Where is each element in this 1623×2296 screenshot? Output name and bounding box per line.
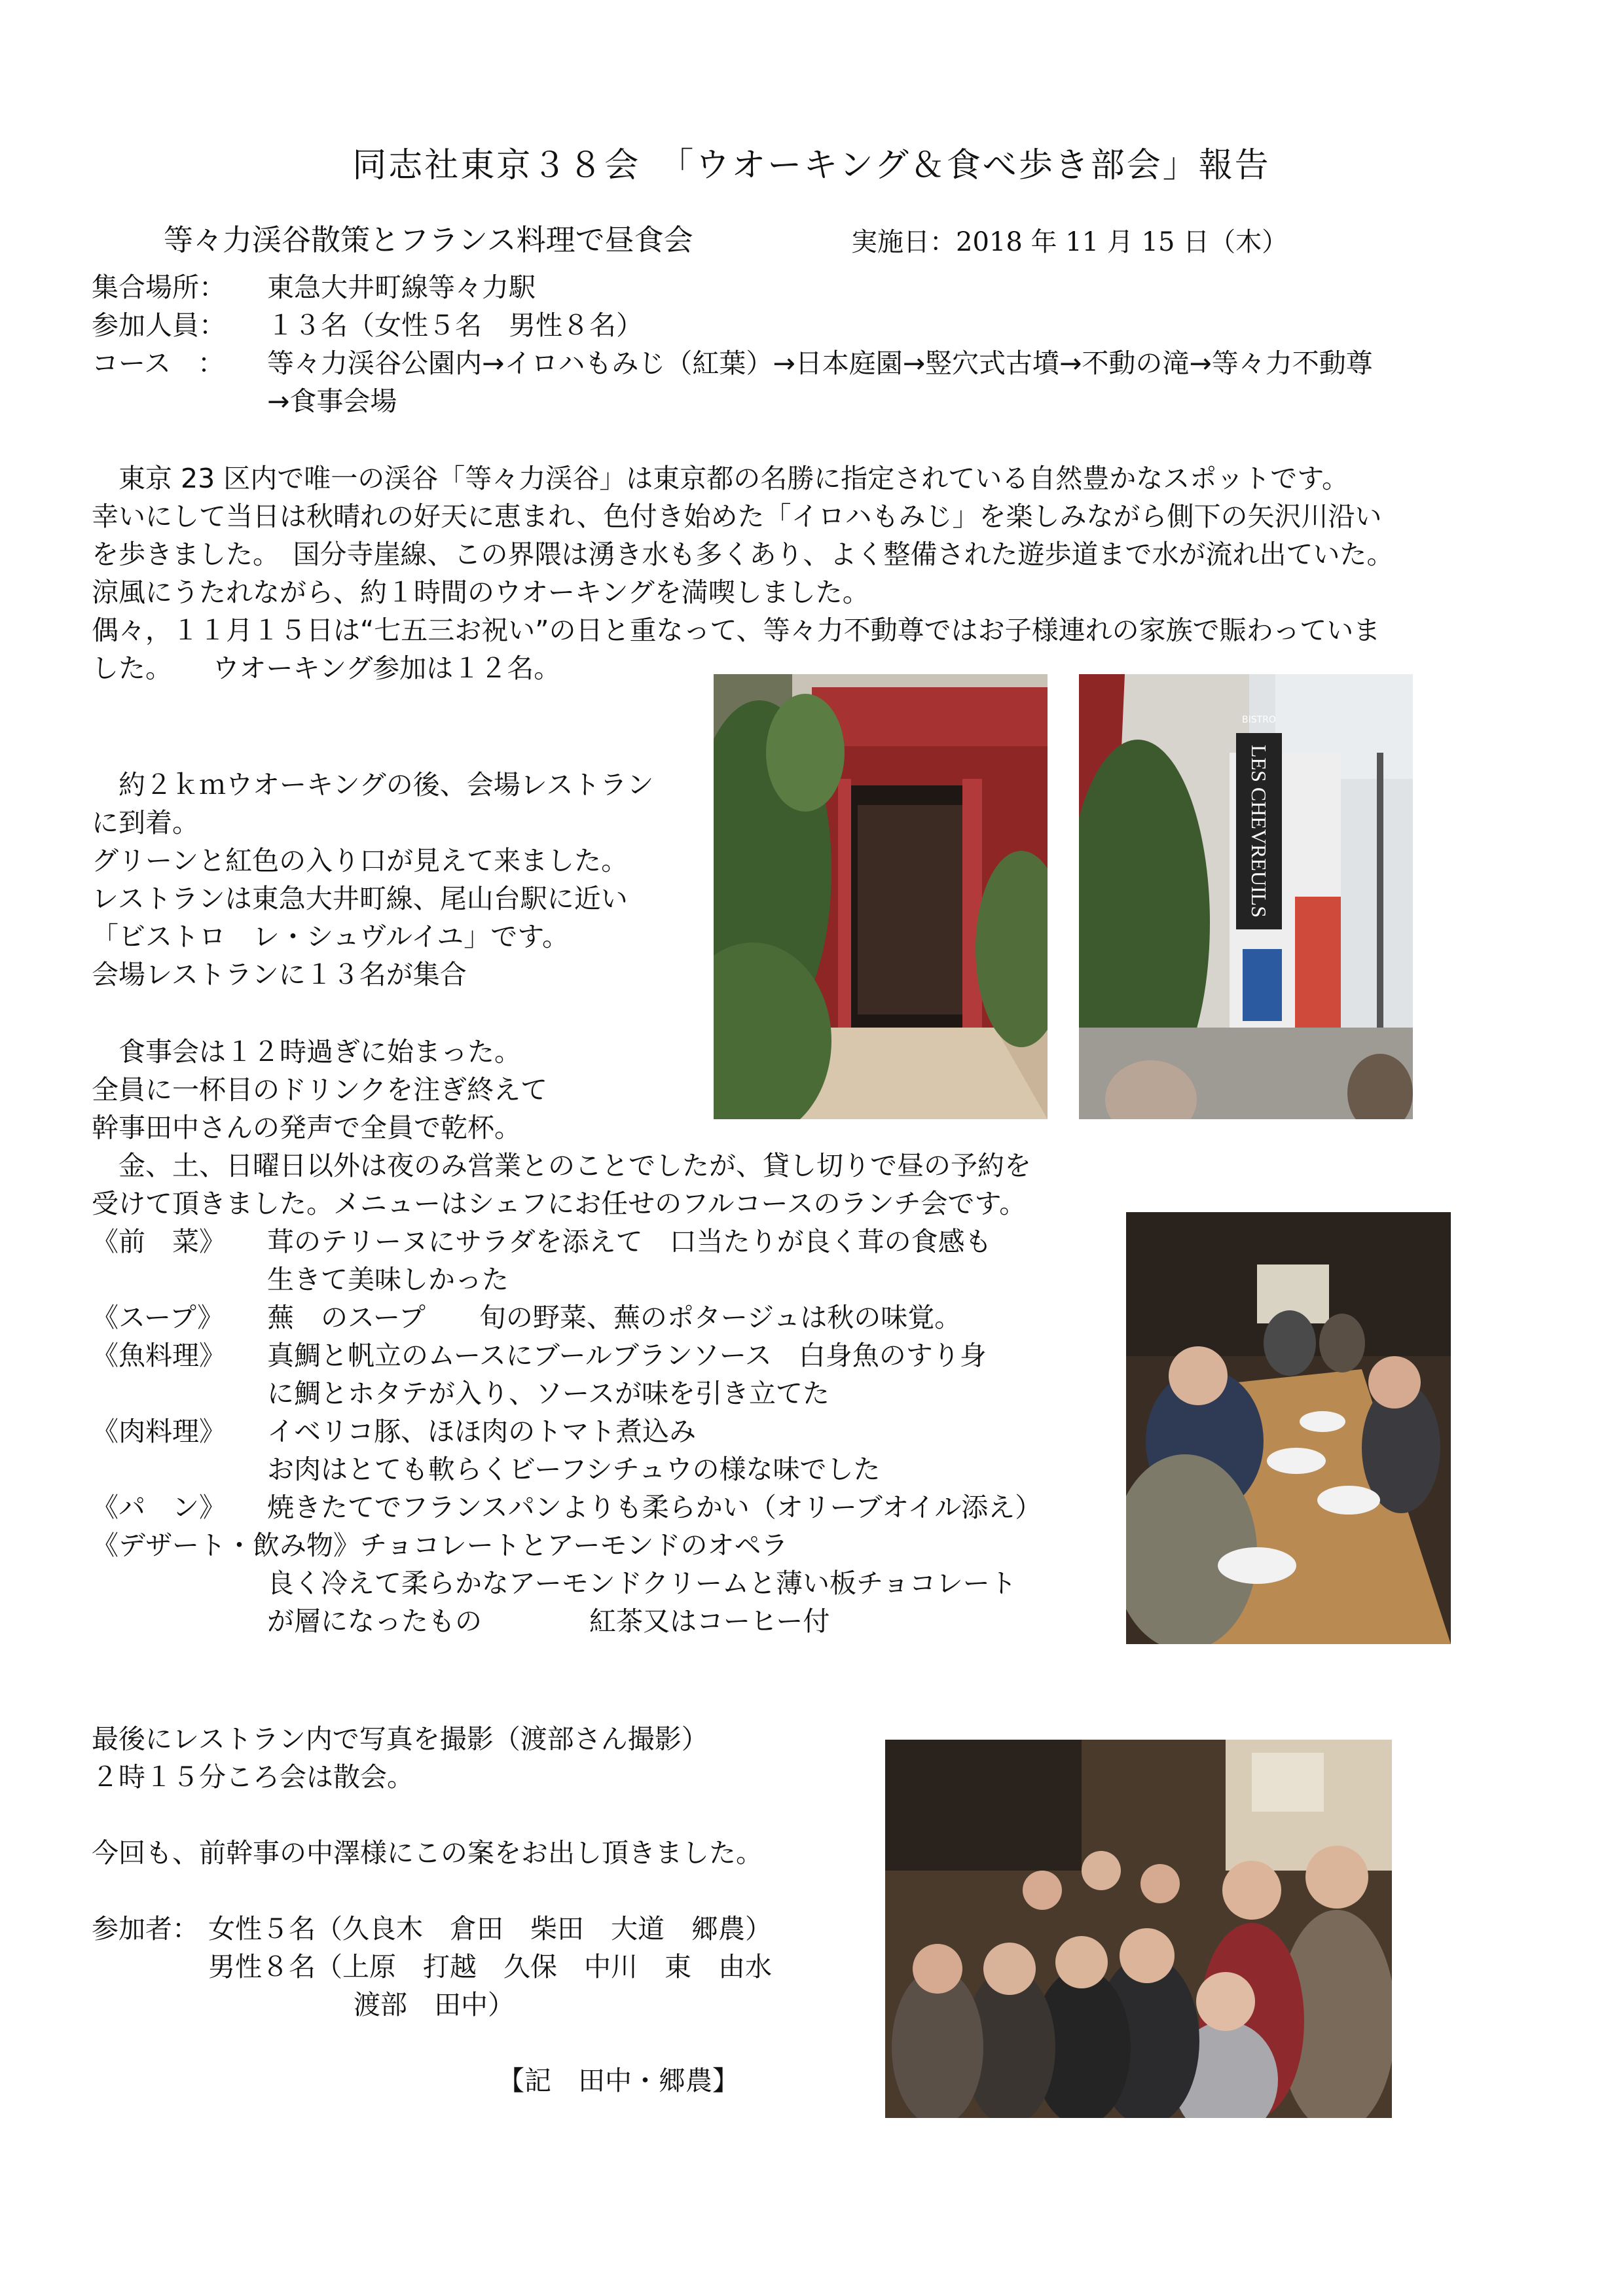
menu-text: に鯛とホタテが入り、ソースが味を引き立てた	[267, 1378, 830, 1409]
arrival-line: 「ビストロ レ・シュヴルイユ」です。	[92, 921, 569, 952]
subtitle: 等々力渓谷散策とフランス料理で昼食会	[164, 223, 693, 257]
arrival-line: 約２ｋｍウオーキングの後、会場レストラン	[92, 769, 654, 800]
menu-text: が層になったもの 紅茶又はコーヒー付	[267, 1605, 830, 1637]
menu-text: お肉はとても軟らくビーフシチュウの様な味でした	[267, 1454, 881, 1485]
intro-line: した。 ウオーキング参加は１２名。	[92, 653, 561, 684]
course-label: コース ：	[92, 348, 225, 379]
intro-line: 涼風にうたれながら、約１時間のウオーキングを満喫しました。	[92, 577, 869, 608]
arrival-line: に到着。	[92, 807, 199, 838]
menu-label-dessert: 《デザート・飲み物》チョコレートとアーモンドのオペラ	[92, 1530, 788, 1561]
page-title: 同志社東京３８会 「ウオーキング＆食べ歩き部会」報告	[352, 146, 1271, 185]
arrival-line: グリーンと紅色の入り口が見えて来ました。	[92, 845, 629, 876]
intro-line: 偶々，１１月１５日は“七五三お祝い”の日と重なって、等々力不動尊ではお子様連れの家族で賑わっていま	[92, 615, 1381, 646]
course-value-cont: →食事会場	[267, 386, 397, 417]
members-label: 参加者：	[92, 1913, 199, 1945]
closing-line: ２時１５分ころ会は散会。	[92, 1761, 414, 1793]
meal-line: 受けて頂きました。メニューはシェフにお任せのフルコースのランチ会です。	[92, 1188, 1027, 1219]
menu-label-soup: 《スープ》	[92, 1302, 225, 1333]
closing-line: 最後にレストラン内で写真を撮影（渡部さん撮影）	[92, 1723, 708, 1755]
street-sign-photo	[1079, 674, 1413, 1119]
entrance-photo	[714, 674, 1048, 1119]
menu-text: イベリコ豚、ほほ肉のトマト煮込み	[267, 1416, 697, 1447]
members-male-cont: 渡部 田中）	[354, 1989, 515, 2020]
intro-line: 幸いにして当日は秋晴れの好天に恵まれ、色付き始めた「イロハもみじ」を楽しみながら側下の矢沢川沿い	[92, 501, 1382, 532]
participants-value: １３名（女性５名 男性８名）	[267, 310, 643, 341]
dining-table-photo	[1126, 1212, 1451, 1644]
intro-line: 東京 23 区内で唯一の渓谷「等々力渓谷」は東京都の名勝に指定されている自然豊かなスポットです。	[92, 463, 1349, 494]
intro-line: を歩きました。 国分寺崖線、この界隈は湧き水も多くあり、よく整備された遊歩道まで水が流れ出ていた。	[92, 539, 1394, 570]
menu-label-meat: 《肉料理》	[92, 1416, 226, 1447]
members-female: 女性５名（久良木 倉田 柴田 大道 郷農）	[208, 1913, 772, 1945]
menu-text: 茸のテリーヌにサラダを添えて 口当たりが良く茸の食感も	[267, 1226, 992, 1257]
participants-label: 参加人員：	[92, 310, 226, 341]
event-date: 実施日：2018 年 11 月 15 日（木）	[851, 227, 1288, 257]
meal-line: 金、土、日曜日以外は夜のみ営業とのことでしたが、貸し切りで昼の予約を	[92, 1150, 1031, 1181]
menu-text: 焼きたてでフランスパンよりも柔らかい（オリーブオイル添え）	[267, 1492, 1042, 1523]
course-value: 等々力渓谷公園内→イロハもみじ（紅葉）→日本庭園→竪穴式古墳→不動の滝→等々力不動尊	[267, 348, 1373, 379]
menu-text: 良く冷えて柔らかなアーモンドクリームと薄い板チョコレート	[267, 1568, 1017, 1599]
meal-line: 全員に一杯目のドリンクを注ぎ終えて	[92, 1074, 548, 1105]
sign-small-text: BISTRO	[1242, 715, 1276, 725]
arrival-line: レストランは東急大井町線、尾山台駅に近い	[92, 883, 628, 914]
meal-line: 食事会は１２時過ぎに始まった。	[92, 1036, 521, 1067]
meeting-label: 集合場所：	[92, 272, 226, 303]
arrival-line: 会場レストランに１３名が集合	[92, 959, 467, 990]
closing-line: 今回も、前幹事の中澤様にこの案をお出し頂きました。	[92, 1837, 763, 1869]
menu-label-fish: 《魚料理》	[92, 1340, 226, 1371]
menu-text: 生きて美味しかった	[267, 1264, 509, 1295]
signature: 【記 田中・郷農】	[498, 2065, 739, 2096]
menu-text: 蕪 のスープ 旬の野菜、蕪のポタージュは秋の味覚。	[267, 1302, 962, 1333]
menu-label-appetizer: 《前 菜》	[92, 1226, 226, 1257]
menu-text: 真鯛と帆立のムースにブールブランソース 白身魚のすり身	[267, 1340, 987, 1371]
meeting-value: 東急大井町線等々力駅	[267, 272, 536, 303]
meal-line: 幹事田中さんの発声で全員で乾杯。	[92, 1112, 521, 1143]
menu-label-bread: 《パ ン》	[92, 1492, 226, 1523]
sign-text: LES CHEVREUILS	[1247, 745, 1271, 918]
members-male: 男性８名（上原 打越 久保 中川 東 由水	[208, 1951, 772, 1982]
group-photo	[885, 1740, 1392, 2118]
